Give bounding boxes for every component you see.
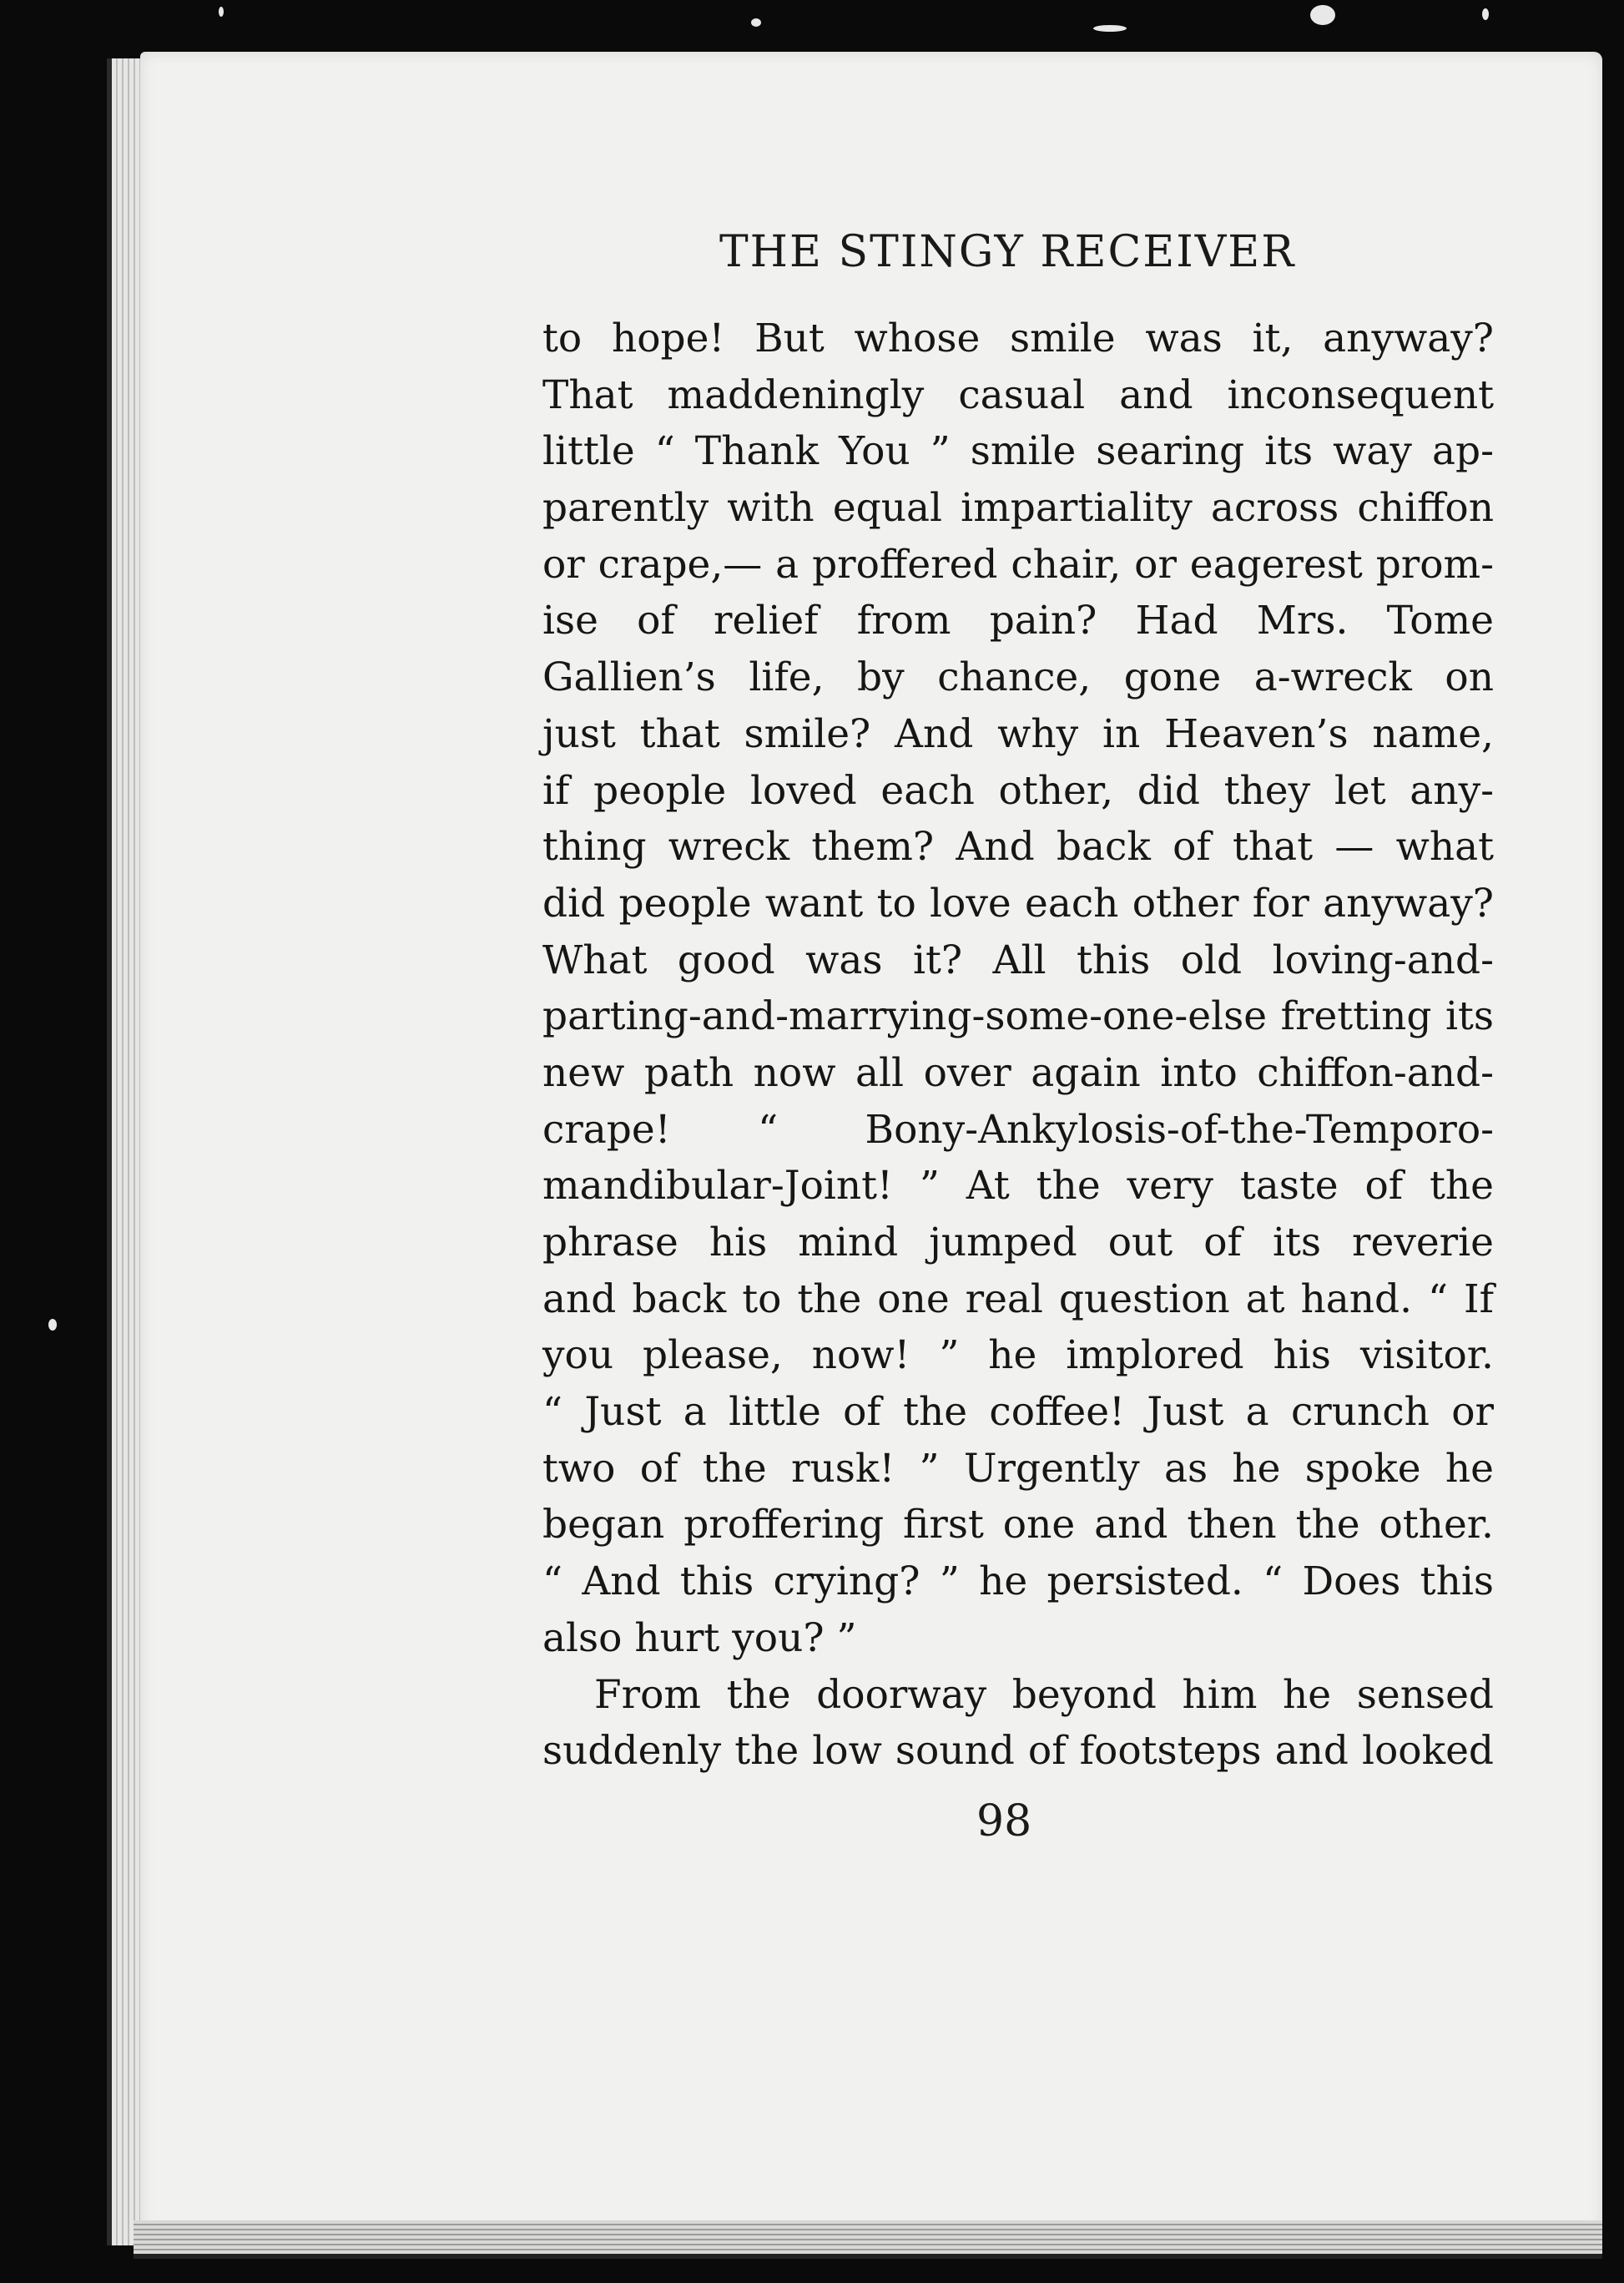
text-line: two of the rusk! ” Urgently as he spoke he [542, 1445, 1494, 1492]
book-bottom-edge [134, 2220, 1602, 2259]
text-line: if people loved each other, did they let any- [542, 767, 1494, 814]
text-line: you please, now! ” he implored his visitor. [542, 1332, 1494, 1379]
text-line: ise of relief from pain? Had Mrs. Tome [542, 598, 1494, 644]
text-line: What good was it? All this old loving-and- [542, 937, 1494, 983]
text-line: crape! “ Bony-Ankylosis-of-the-Temporo- [542, 1106, 1494, 1153]
running-head-title: THE STINGY RECEIVER [719, 227, 1296, 277]
dust-speck [751, 18, 761, 27]
text-line: From the doorway beyond him he sensed [594, 1671, 1494, 1718]
dust-speck [1093, 25, 1127, 32]
text-line: parting-and-marrying-some-one-else fretting its [542, 993, 1494, 1040]
text-line: also hurt you? ” [542, 1614, 857, 1661]
page-number: 98 [976, 1796, 1032, 1846]
text-line: new path now all over again into chiffon-and- [542, 1049, 1494, 1096]
text-line: parently with equal impartiality across chiffon [542, 485, 1494, 532]
body-text [542, 311, 1494, 1780]
text-line: and back to the one real question at hand. “ If [542, 1275, 1494, 1322]
text-line: began proffering first one and then the other. [542, 1502, 1494, 1548]
dust-speck [1310, 5, 1335, 25]
dust-speck [48, 1319, 57, 1331]
text-line: to hope! But whose smile was it, anyway? [542, 316, 1494, 361]
text-line: thing wreck them? And back of that — what [542, 824, 1494, 871]
text-line: suddenly the low sound of footsteps and looked [542, 1728, 1494, 1775]
dust-speck [219, 7, 224, 17]
text-line: Gallien’s life, by chance, gone a-wreck on [542, 654, 1494, 701]
text-line: just that smile? And why in Heaven’s name, [542, 710, 1494, 757]
text-line: or crape,— a proffered chair, or eagerest prom- [542, 541, 1494, 588]
text-line: did people want to love each other for anyway? [542, 880, 1494, 927]
dust-speck [1482, 8, 1489, 20]
text-line: phrase his mind jumped out of its reverie [542, 1220, 1494, 1265]
text-line: little “ Thank You ” smile searing its way ap- [542, 428, 1494, 475]
text-line: “ Just a little of the coffee! Just a crunch or [542, 1389, 1494, 1436]
text-line: “ And this crying? ” he persisted. “ Does this [542, 1558, 1494, 1605]
text-line: mandibular-Joint! ” At the very taste of the [542, 1163, 1494, 1210]
text-line: That maddeningly casual and inconsequent [542, 371, 1494, 418]
